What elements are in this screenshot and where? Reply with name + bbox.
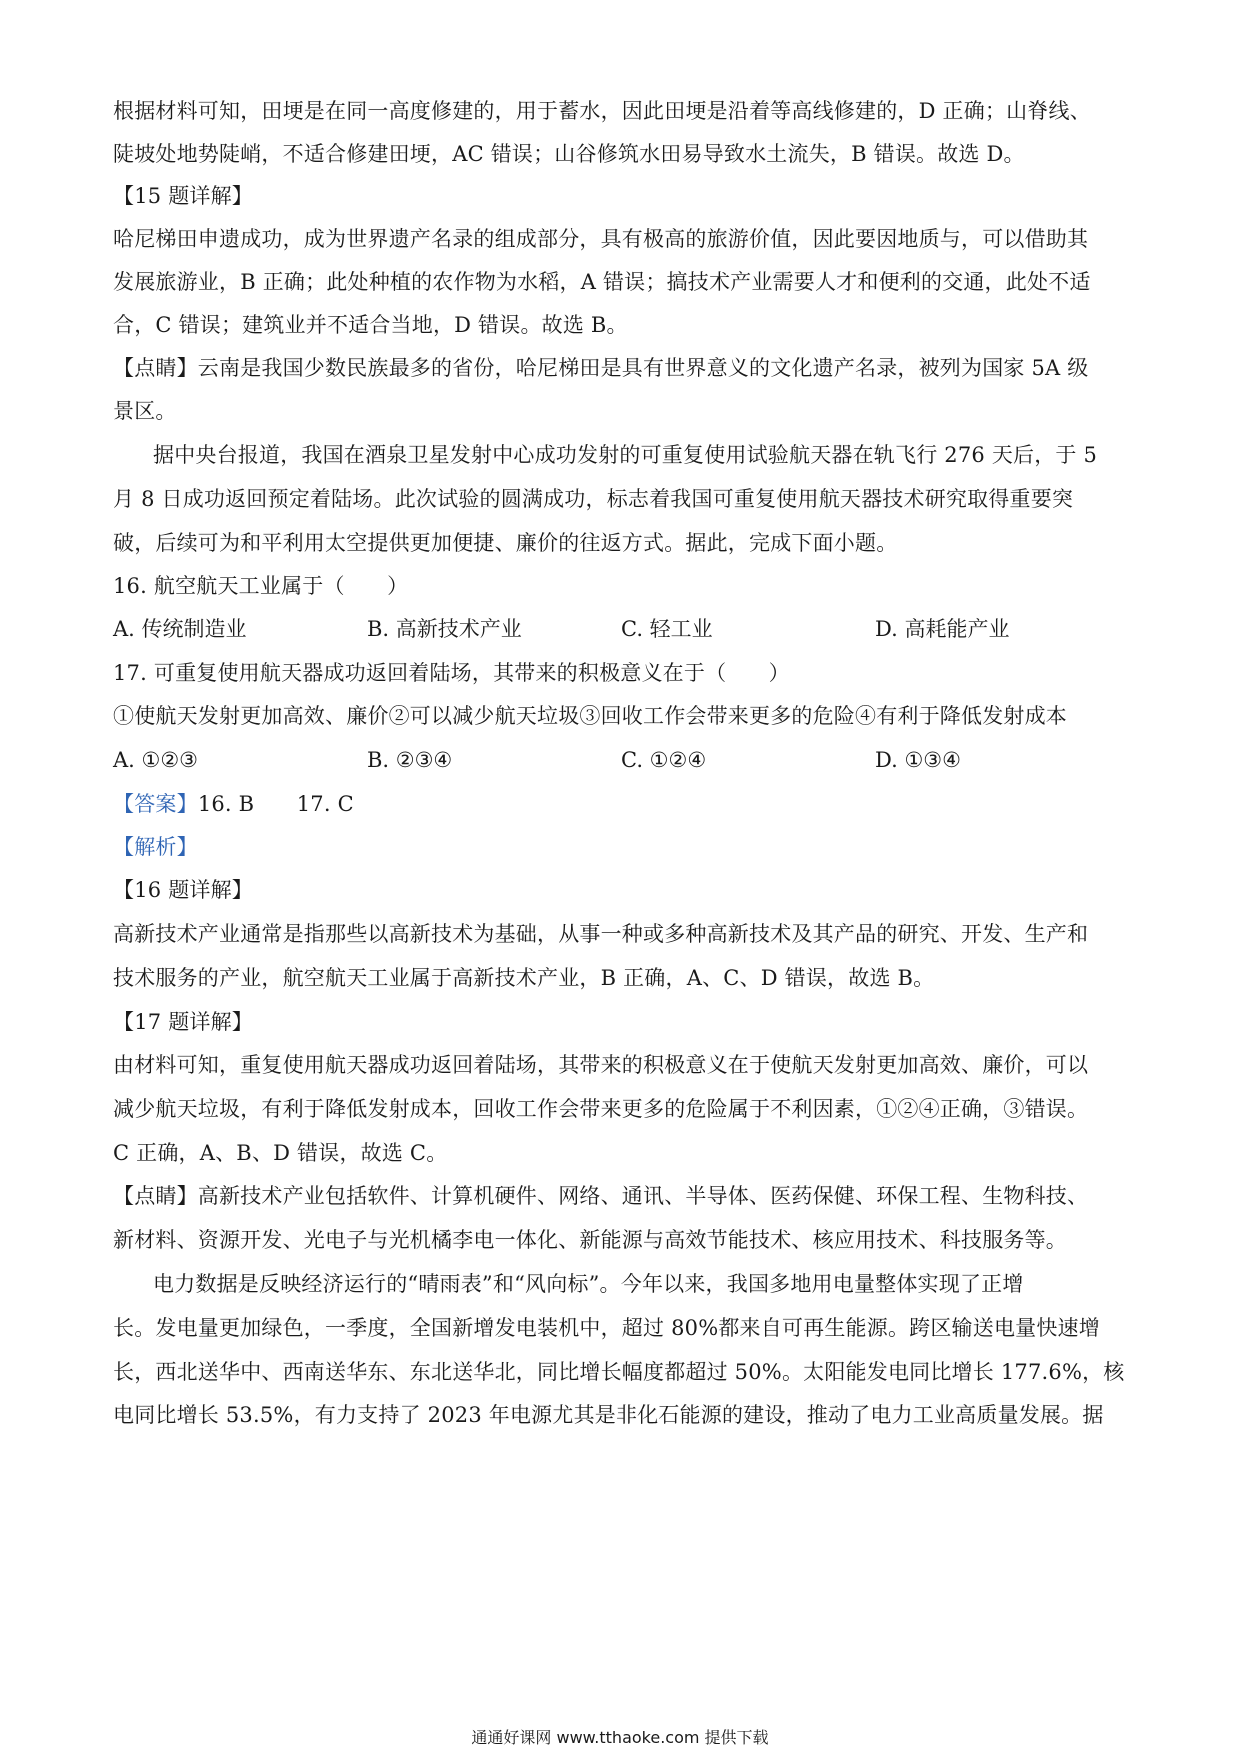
point-note-line-2: 景区。 xyxy=(113,399,177,423)
q14-explanation-line-1: 根据材料可知，田埂是在同一高度修建的，用于蓄水，因此田埂是沿着等高线修建的，D 正确；山脊线、 xyxy=(113,99,1091,123)
answer-values: 16. B 17. C xyxy=(197,792,354,816)
point-note-line-1: 【点睛】云南是我国少数民族最多的省份，哈尼梯田是具有世界意义的文化遗产名录，被列为国家 5A 级 xyxy=(113,356,1089,380)
q16-option-a: A. 传统制造业 xyxy=(113,617,247,641)
q15-explanation-line-3: 合，C 错误；建筑业并不适合当地，D 错误。故选 B。 xyxy=(113,313,628,337)
q17-explanation-line-1: 由材料可知，重复使用航天器成功返回着陆场，其带来的积极意义在于使航天发射更加高效、廉价，可以 xyxy=(113,1053,1089,1077)
q15-explanation-line-1: 哈尼梯田申遗成功，成为世界遗产名录的组成部分，具有极高的旅游价值，因此要因地质与，可以借助其 xyxy=(113,227,1089,251)
q17-explanation-line-2: 减少航天垃圾，有利于降低发射成本，回收工作会带来更多的危险属于不利因素，①②④正确，③错误。 xyxy=(113,1097,1089,1121)
q15-explanation-line-2: 发展旅游业，B 正确；此处种植的农作物为水稻，A 错误；搞技术产业需要人才和便利的交通，此处不适 xyxy=(113,270,1091,294)
answer-row xyxy=(113,789,1133,819)
q14-explanation-line-2: 陡坡处地势陡峭，不适合修建田埂，AC 错误；山谷修筑水田易导致水土流失，B 错误。故选 D。 xyxy=(113,142,1025,166)
q17-heading: 【17 题详解】 xyxy=(113,1010,253,1034)
q16-option-c: C. 轻工业 xyxy=(621,617,713,641)
q15-heading: 【15 题详解】 xyxy=(113,184,253,208)
page-footer: 通通好课网 www.tthaoke.com 提供下载 xyxy=(471,1728,769,1747)
q17-explanation-line-3: C 正确，A、B、D 错误，故选 C。 xyxy=(113,1141,448,1165)
space-passage-line-1: 据中央台报道，我国在酒泉卫星发射中心成功发射的可重复使用试验航天器在轨飞行 276 天后，于 5 xyxy=(153,443,1098,467)
power-passage-line-4: 电同比增长 53.5%，有力支持了 2023 年电源尤其是非化石能源的建设，推动了电力工业高质量发展。据 xyxy=(113,1403,1104,1427)
q16-option-d: D. 高耗能产业 xyxy=(875,617,1010,641)
q16-heading: 【16 题详解】 xyxy=(113,878,253,902)
q17-stem: 17. 可重复使用航天器成功返回着陆场，其带来的积极意义在于（ ） xyxy=(113,661,790,685)
q16-explanation-line-2: 技术服务的产业，航空航天工业属于高新技术产业，B 正确，A、C、D 错误，故选 B。 xyxy=(113,966,935,990)
q17-option-b: B. ②③④ xyxy=(367,748,453,772)
power-passage-line-3: 长，西北送华中、西南送华东、东北送华北，同比增长幅度都超过 50%。太阳能发电同比增长 177.6%，核 xyxy=(113,1360,1125,1384)
power-passage-line-2: 长。发电量更加绿色，一季度，全国新增发电装机中，超过 80%都来自可再生能源。跨区输送电量快速增 xyxy=(113,1316,1100,1340)
q17-statements: ①使航天发射更加高效、廉价②可以减少航天垃圾③回收工作会带来更多的危险④有利于降低发射成本 xyxy=(113,704,1067,728)
q16-stem: 16. 航空航天工业属于（ ） xyxy=(113,574,409,598)
space-passage-line-3: 破，后续可为和平利用太空提供更加便捷、廉价的往返方式。据此，完成下面小题。 xyxy=(113,531,898,555)
q17-option-c: C. ①②④ xyxy=(621,748,707,772)
q17-option-d: D. ①③④ xyxy=(875,748,961,772)
analysis-label: 【解析】 xyxy=(113,835,198,859)
answer-label: 【答案】 xyxy=(113,792,198,816)
space-passage-line-2: 月 8 日成功返回预定着陆场。此次试验的圆满成功，标志着我国可重复使用航天器技术研究取得重要突 xyxy=(113,487,1074,511)
point-note-2-line-1: 【点睛】高新技术产业包括软件、计算机硬件、网络、通讯、半导体、医药保健、环保工程、生物科技、 xyxy=(113,1184,1089,1208)
q16-option-b: B. 高新技术产业 xyxy=(367,617,522,641)
point-note-2-line-2: 新材料、资源开发、光电子与光机橘李电一体化、新能源与高效节能技术、核应用技术、科技服务等。 xyxy=(113,1228,1067,1252)
q17-option-a: A. ①②③ xyxy=(113,748,198,772)
q16-explanation-line-1: 高新技术产业通常是指那些以高新技术为基础，从事一种或多种高新技术及其产品的研究、开发、生产和 xyxy=(113,922,1089,946)
power-passage-line-1: 电力数据是反映经济运行的“晴雨表”和“风向标”。今年以来，我国多地用电量整体实现了正增 xyxy=(153,1272,1024,1296)
